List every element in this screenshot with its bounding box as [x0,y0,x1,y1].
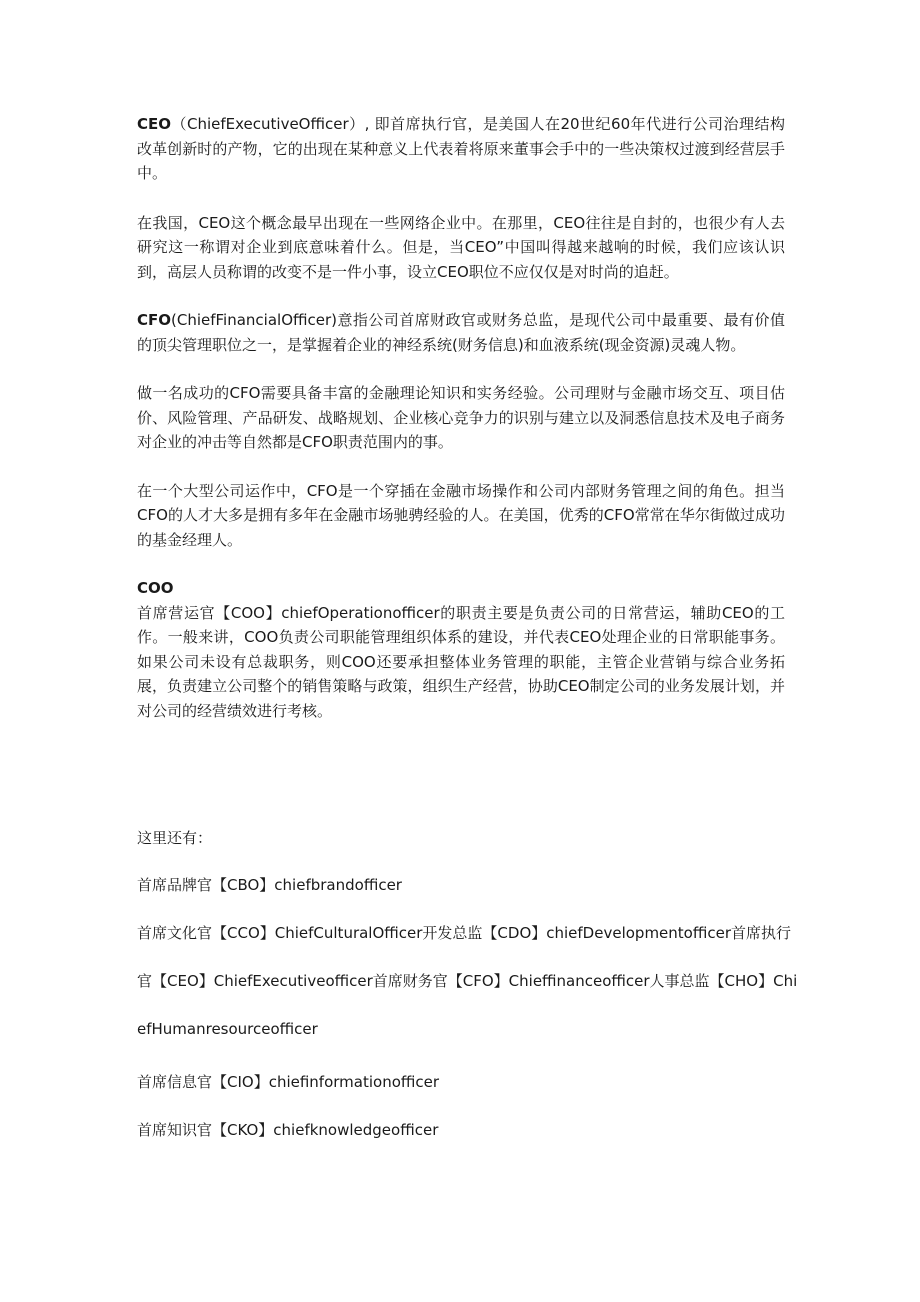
cfo-term: CFO [137,311,172,329]
cfo-paragraph [137,308,785,357]
list-item: 首席知识官【CKO】chiefknowledgeofficer [137,1121,439,1139]
cfo-role-paragraph: 在一个大型公司运作中，CFO是一个穿插在金融市场操作和公司内部财务管理之间的角色。担当CFO的人才大多是拥有多年在金融市场驰骋经验的人。在美国，优秀的CFO常常在华尔街做过成功的基金经理人。 [137,481,785,549]
ceo-definition: （ChiefExecutiveOfficer）, 即首席执行官，是美国人在20世纪60年代进行公司治理结构改革创新时的产物，它的出现在某种意义上代表着将原来董事会手中的一些决策权过渡到经营层手中。 [137,115,785,182]
coo-heading: COO [137,579,174,597]
ceo-term: CEO [137,115,172,133]
list-item: 首席文化官【CCO】ChiefCulturalOfficer开发总监【CDO】chiefDevelopmentofficer首席执行 [137,924,791,942]
list-item: 官【CEO】ChiefExecutiveofficer首席财务官【CFO】Chieffinanceofficer人事总监【CHO】Chi [137,972,798,990]
coo-paragraph: 首席营运官【COO】chiefOperationofficer的职责主要是负责公司的日常营运，辅助CEO的工作。一般来讲，COO负责公司职能管理组织体系的建设，并代表CEO处理企业的日常职能事务。如果公司未设有总裁职务，则COO还要承担整体业务管理的职能，主管企业营销与综合业务拓展，负责建立公司整个的销售策略与政策，组织生产经营，协助CEO制定公司的业务发展计划，并对公司的经营绩效进行考核。 [137,603,785,720]
document-body [137,112,798,1139]
extras-intro: 这里还有： [137,829,213,847]
ceo-paragraph [137,112,785,186]
ceo-china-paragraph: 在我国，CEO这个概念最早出现在一些网络企业中。在那里，CEO往往是自封的，也很少有人去研究这一称谓对企业到底意味着什么。但是，当CEO”中国叫得越来越响的时候，我们应该认识到，高层人员称谓的改变不是一件小事，设立CEO职位不应仅仅是对时尚的追赶。 [137,213,785,281]
list-item: 首席品牌官【CBO】chiefbrandofficer [137,876,402,894]
list-item: 首席信息官【CIO】chiefinformationofficer [137,1073,440,1091]
list-item: efHumanresourceofficer [137,1020,318,1038]
cfo-definition: (ChiefFinancialOfficer)意指公司首席财政官或财务总监，是现代公司中最重要、最有价值的顶尖管理职位之一，是掌握着企业的神经系统(财务信息)和血液系统(现金资源)灵魂人物。 [137,311,785,354]
cfo-success-paragraph: 做一名成功的CFO需要具备丰富的金融理论知识和实务经验。公司理财与金融市场交互、项目估价、风险管理、产品研发、战略规划、企业核心竞争力的识别与建立以及洞悉信息技术及电子商务对企业的冲击等自然都是CFO职责范围内的事。 [137,384,785,451]
